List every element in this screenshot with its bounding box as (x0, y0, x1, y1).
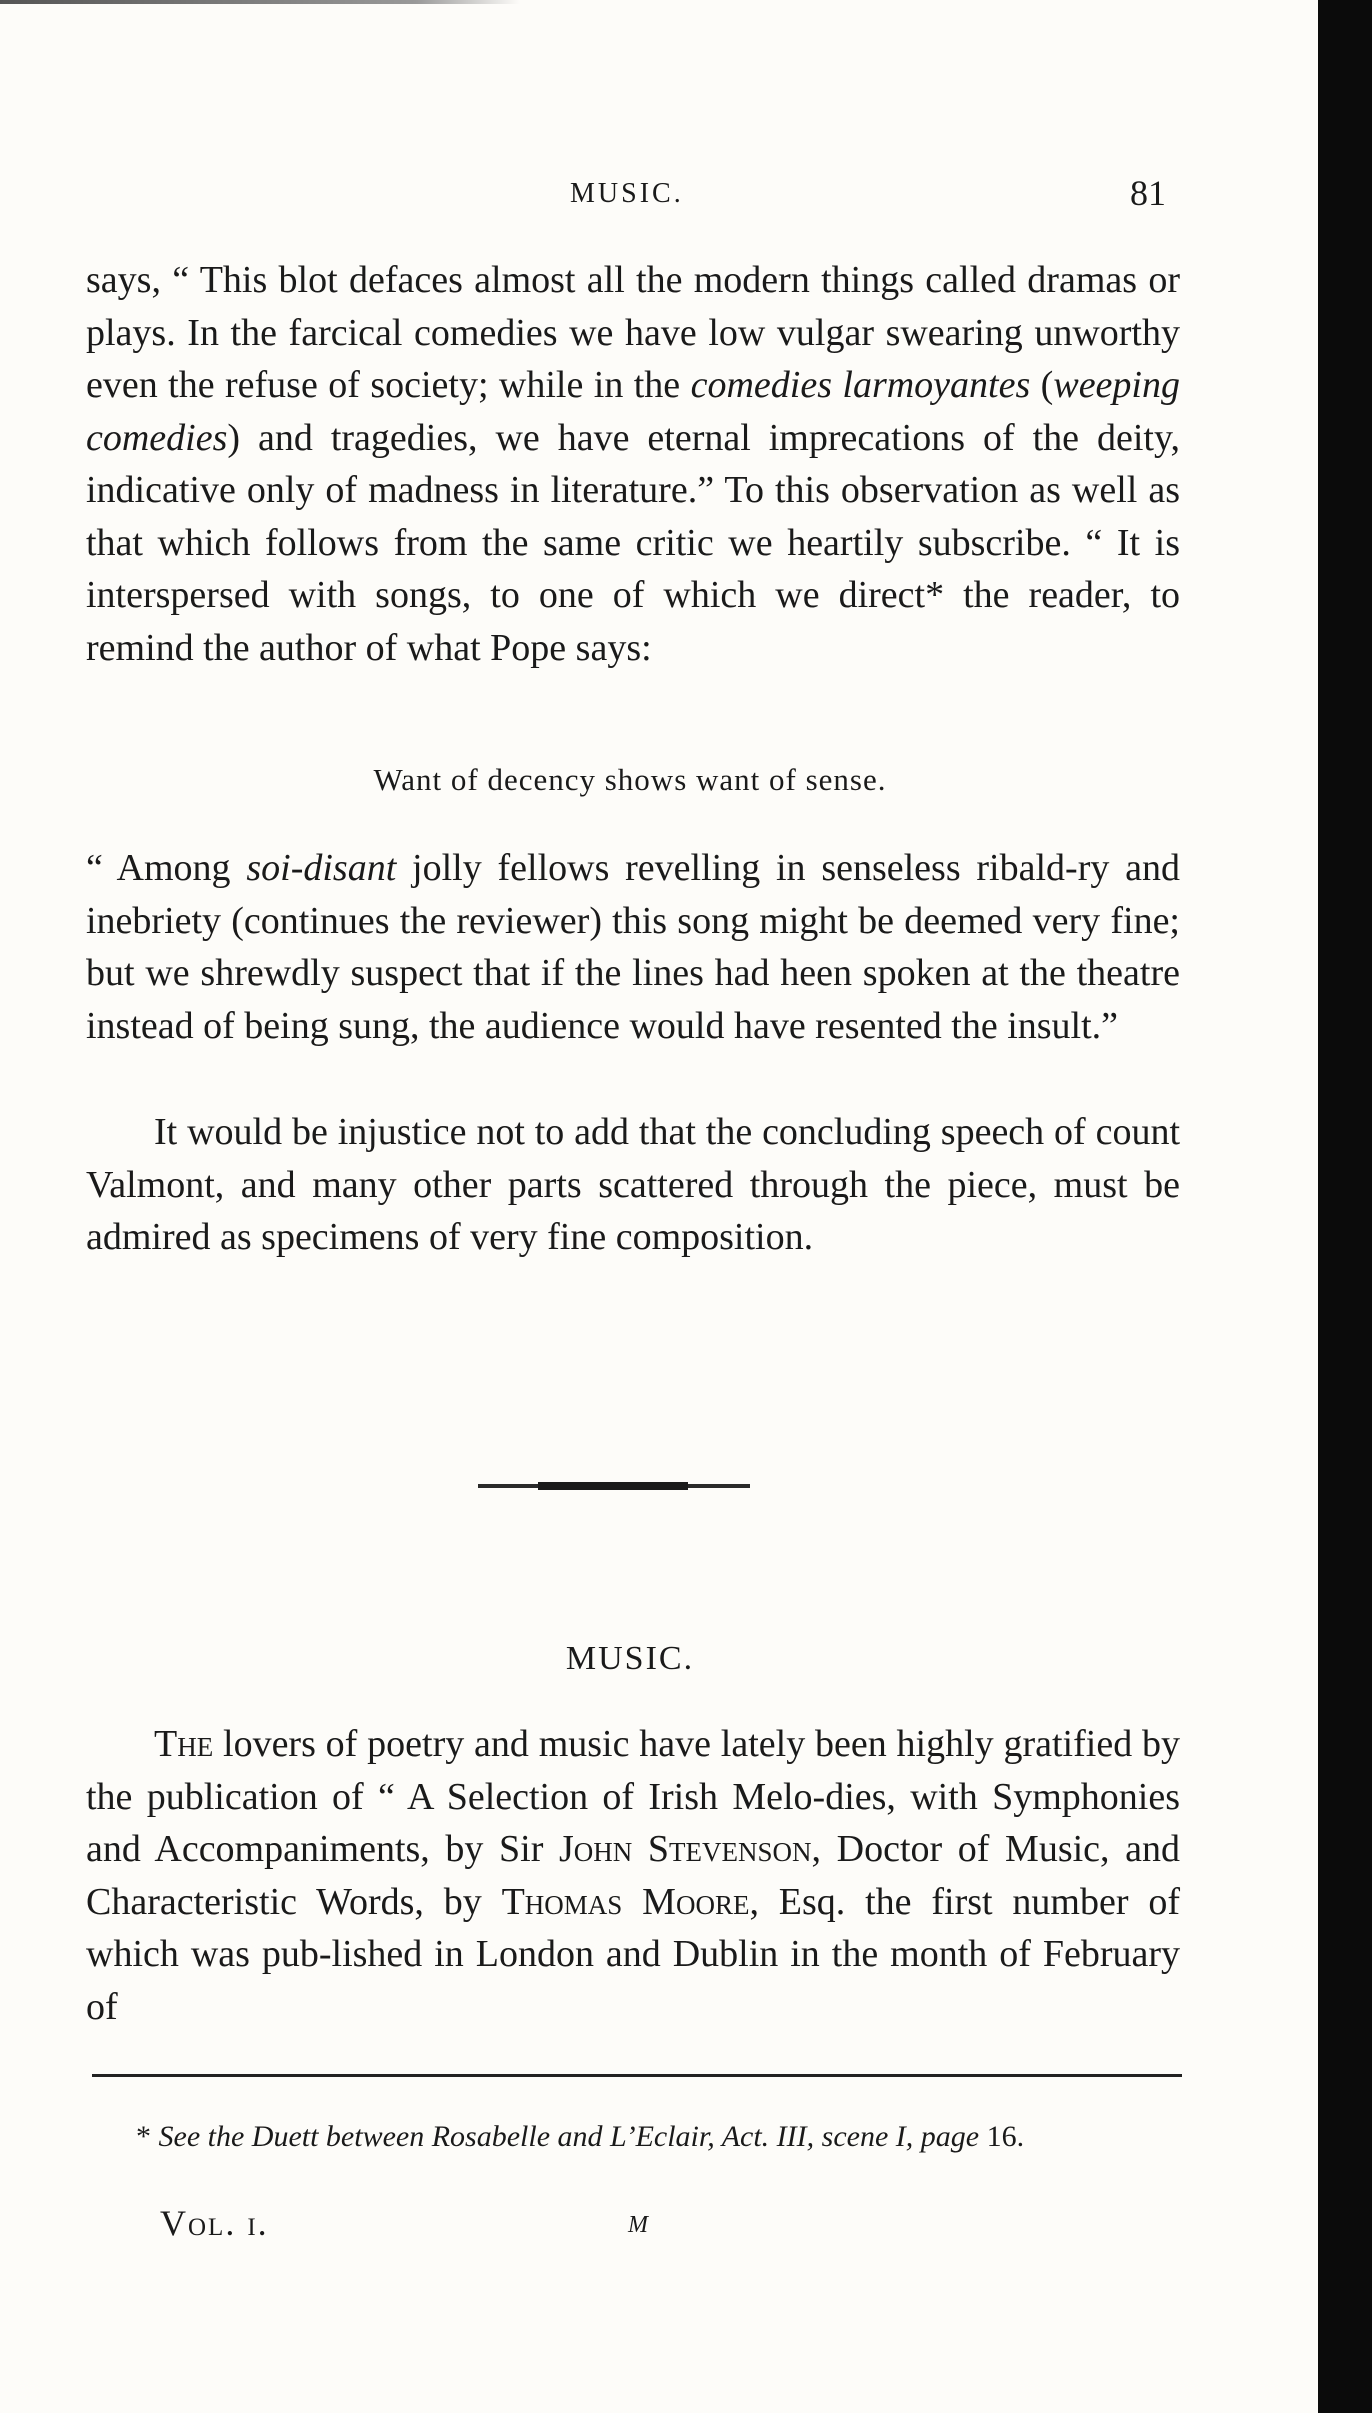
italic-phrase: weeping comedies (86, 364, 1180, 459)
italic-phrase: soi-disant (246, 847, 397, 889)
running-head (0, 173, 1372, 218)
footnote-italic: See the Duett between Rosabelle and L’Eclair, Act. III, scene I, page (158, 2120, 980, 2153)
paragraph-text: It would be injustice not to add that the concluding speech of count Valmont, and many other parts scattered through the piece, must be admired as specimens of very fine composition. (86, 1111, 1180, 1258)
running-title: MUSIC. (570, 178, 684, 209)
pope-quotation: Want of decency shows want of sense. (373, 762, 887, 797)
section-heading: MUSIC. (565, 1640, 695, 1677)
section-divider-rule (478, 1482, 750, 1490)
signature-line (0, 2202, 1372, 2252)
small-caps-run: John Stevenson (559, 1828, 812, 1870)
text-run: jolly fellows revelling in senseless ribald-ry and inebriety (continues the reviewer) this song might be deemed very fine; but we shrewdly suspect that if the lines had heen spoken at the theatre instead of being sung, the audience would have resented the insult.” (86, 847, 1180, 1047)
footnote-text (86, 2116, 1186, 2158)
italic-phrase: comedies larmoyantes (690, 364, 1031, 406)
paragraph-among-fellows (86, 842, 1180, 1052)
paragraph-irish-melodies (86, 1718, 1180, 2033)
small-caps-run: The (154, 1723, 214, 1765)
volume-label: Vol. i. (160, 2203, 269, 2243)
text-run: , Esq. the first number of which was pub-lished in London and Dublin in the month of February of (86, 1880, 1180, 2028)
text-run: says, “ This blot defaces almost all the modern things called dramas or plays. In the farcical comedies we have low vulgar swearing unworthy even the refuse of society; while in the (86, 259, 1180, 406)
footnote (86, 2116, 1186, 2158)
page-binding-edge (1318, 0, 1372, 2413)
text-run: , Doctor of Music, and Characteristic Words, by (86, 1828, 1181, 1923)
footnote-end: 16. (979, 2120, 1025, 2153)
footnote-marker: * (136, 2120, 159, 2153)
paragraph-reviewer-quote (86, 254, 1180, 674)
text-run: ) and tragedies, we have eternal imprecations of the deity, indicative only of madness in literature.” To this observation as well as that which follows from the same critic we heartily subscribe. “ It is interspersed with songs, to one of which we direct* the reader, to remind the author of what Pope says: (86, 416, 1180, 669)
paragraph-text (86, 1718, 1180, 2033)
paragraph-text (86, 842, 1180, 1052)
text-run: lovers of poetry and music have lately been highly gratified by the publication of “ A Selection of Irish Melo-dies, with Symphonies and Accompaniments, by Sir (86, 1723, 1180, 1870)
small-caps-run: Thomas Moore (501, 1880, 750, 1923)
text-run: “ Among (86, 847, 247, 889)
signature-mark: M (628, 2212, 648, 2238)
footnote-rule (92, 2074, 1182, 2077)
text-run: ( (1030, 364, 1054, 406)
paragraph-text (86, 254, 1180, 674)
paragraph-conclusion (86, 1106, 1180, 1264)
page-top-edge (0, 0, 520, 4)
page-number: 81 (1130, 173, 1166, 213)
